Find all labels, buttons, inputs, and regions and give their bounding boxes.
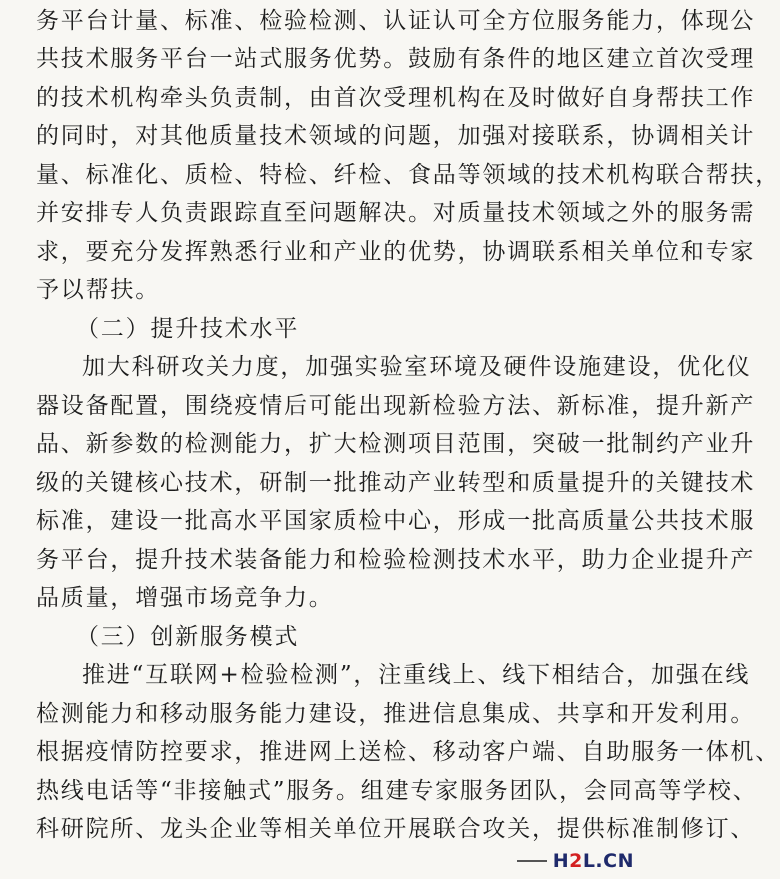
watermark-dash	[517, 860, 547, 862]
section-heading: （二）提升技术水平	[76, 316, 300, 342]
text-line: 量、标准化、质检、特检、纤检、食品等领域的技术机构联合帮扶，	[36, 162, 780, 188]
text-line: 务平台计量、标准、检验检测、认证认可全方位服务能力，体现公	[36, 8, 756, 34]
text-line: 根据疫情防控要求，推进网上送检、移动客户端、自助服务一体机、	[36, 739, 780, 765]
watermark-logo: H2L.CN	[552, 850, 634, 872]
site-watermark	[517, 849, 634, 873]
text-line: 品、新参数的检测能力，扩大检测项目范围，突破一批制约产业升	[36, 431, 756, 457]
text-line: 共技术服务平台一站式服务优势。鼓励有条件的地区建立首次受理	[36, 46, 756, 72]
text-line: 器设备配置，围绕疫情后可能出现新检验方法、新标准，提升新产	[36, 393, 756, 419]
section-heading: （三）创新服务模式	[76, 624, 300, 650]
text-line: 检测能力和移动服务能力建设，推进信息集成、共享和开发利用。	[36, 701, 756, 727]
text-line: 的技术机构牵头负责制，由首次受理机构在及时做好自身帮扶工作	[36, 85, 756, 111]
text-line: 并安排专人负责跟踪直至问题解决。对质量技术领域之外的服务需	[36, 200, 756, 226]
text-line: 科研院所、龙头企业等相关单位开展联合攻关，提供标准制修订、	[36, 816, 756, 842]
text-line: 务平台，提升技术装备能力和检验检测技术水平，助力企业提升产	[36, 547, 756, 573]
text-line: 标准，建设一批高水平国家质检中心，形成一批高质量公共技术服	[36, 508, 756, 534]
text-line: 求，要充分发挥熟悉行业和产业的优势，协调联系相关单位和专家	[36, 239, 756, 265]
text-line: 热线电话等“非接触式”服务。组建专家服务团队，会同高等学校、	[36, 778, 758, 804]
text-line: 予以帮扶。	[36, 277, 160, 303]
text-line: 级的关键核心技术，研制一批推动产业转型和质量提升的关键技术	[36, 470, 756, 496]
text-line: 的同时，对其他质量技术领域的问题，加强对接联系，协调相关计	[36, 123, 756, 149]
paragraph-first-line: 加大科研攻关力度，加强实验室环境及硬件设施建设，优化仪	[82, 354, 752, 380]
text-line: 品质量，增强市场竞争力。	[36, 585, 334, 611]
paragraph-first-line: 推进“互联网+检验检测”，注重线上、线下相结合，加强在线	[82, 662, 751, 688]
